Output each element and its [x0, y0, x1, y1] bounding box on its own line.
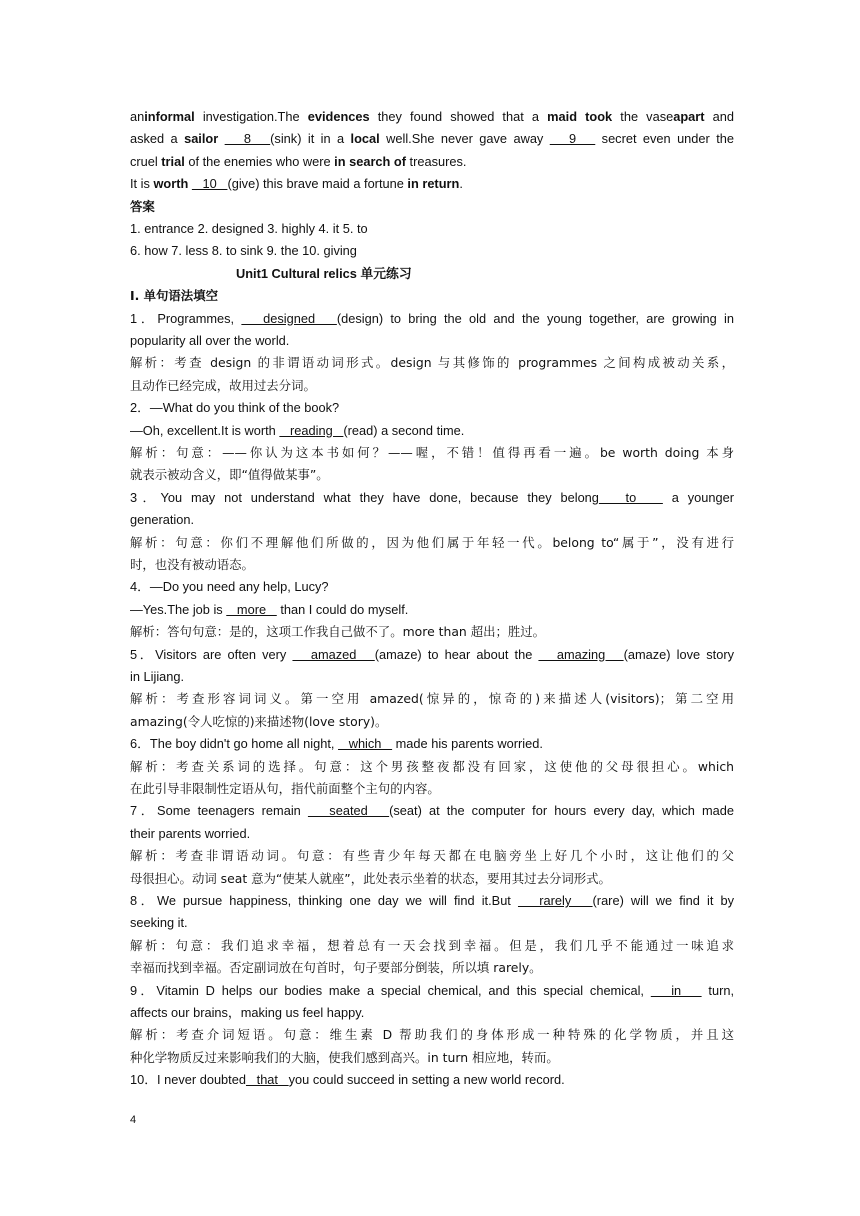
- text: 8．We pursue happiness, thinking one day we will find it.But: [130, 893, 518, 909]
- question-1: [130, 308, 734, 330]
- answer-blank: amazing: [538, 646, 624, 662]
- text: asked a: [130, 131, 185, 147]
- explanation-5-cont: amazing(令人吃惊的)来描述物(love story)。: [130, 713, 388, 729]
- bold-word: informal: [144, 109, 195, 124]
- passage-line-1: [130, 106, 734, 128]
- question-5: [130, 644, 734, 666]
- text: a younger: [662, 489, 734, 505]
- text: It is: [130, 176, 154, 192]
- explanation-7: 解析：考查非谓语动词。句意：有些青少年每天都在电脑旁坐上好几个小时，这让他们的父: [130, 848, 734, 864]
- bold-word: maid: [547, 109, 578, 124]
- text: cruel: [130, 153, 162, 169]
- text: well.She never gave away: [379, 131, 550, 147]
- explanation-6-cont: 在此引导非限制性定语从句，指代前面整个主句的内容。: [130, 781, 440, 797]
- explanation-9: 解析：考查介词短语。句意：维生素 D 帮助我们的身体形成一种特殊的化学物质，并且这: [130, 1027, 734, 1043]
- text: and: [704, 109, 734, 124]
- text: (seat) at the computer for hours every day, which made: [389, 803, 734, 819]
- explanation-6: 解析：考查关系词的选择。句意：这个男孩整夜都没有回家，这使他的父母很担心。which: [130, 758, 734, 774]
- explanation-7-cont: 母很担心。动词 seat 意为“使某人就座”，此处表示坐着的状态，要用其过去分词形式。: [130, 870, 611, 886]
- answer-blank: reading: [279, 422, 344, 438]
- unit-title: Unit1 Cultural relics 单元练习: [236, 265, 412, 281]
- text: made his parents worried.: [392, 736, 543, 752]
- answer-blank: which: [338, 736, 393, 752]
- bold-word: apart: [673, 109, 705, 124]
- bold-word: evidences: [307, 109, 370, 124]
- question-5-cont: in Lijiang.: [130, 669, 185, 685]
- answer-blank: 9: [549, 131, 596, 147]
- answer-blank: 10: [191, 176, 228, 192]
- text: they found showed that a: [369, 109, 548, 124]
- question-10: [130, 1069, 734, 1091]
- bold-word: local: [350, 131, 380, 147]
- text: 9．Vitamin D helps our bodies make a special chemical, and this special chemical,: [130, 982, 651, 998]
- question-6: [130, 733, 734, 755]
- question-9-cont: affects our brains，making us feel happy.: [130, 1005, 365, 1021]
- explanation-8: 解析：句意：我们追求幸福，想着总有一天会找到幸福。但是，我们几乎不能通过一味追求: [130, 937, 734, 953]
- text: .: [459, 176, 463, 192]
- explanation-3: 解析：句意：你们不理解他们所做的，因为他们属于年轻一代。belong to“属于”，没有进行: [130, 534, 734, 550]
- text: than I could do myself.: [276, 601, 409, 617]
- answer-blank: designed: [241, 310, 337, 326]
- answers-line-1: 1. entrance 2. designed 3. highly 4. it 5. to: [130, 221, 368, 236]
- document-page: [130, 106, 734, 1092]
- answer-blank: seated: [307, 803, 390, 819]
- question-1-cont: popularity all over the world.: [130, 333, 290, 349]
- text: (amaze) to hear about the: [374, 646, 539, 662]
- bold-word: in return: [407, 176, 460, 192]
- question-4-answer: [130, 599, 734, 621]
- text: (amaze) love story: [623, 646, 734, 662]
- explanation-3-cont: 时，也没有被动语态。: [130, 557, 254, 573]
- text: an: [130, 109, 145, 124]
- explanation-9-cont: 种化学物质反过来影响我们的大脑，使我们感到高兴。in turn 相应地，转而。: [130, 1049, 559, 1065]
- answer-blank: in: [650, 982, 702, 998]
- text: (rare) will we find it by: [592, 893, 734, 909]
- page-number: 4: [130, 1114, 137, 1126]
- text: (sink) it in a: [270, 131, 351, 147]
- text: secret even under the: [595, 131, 734, 147]
- explanation-8-cont: 幸福而找到幸福。否定副词放在句首时，句子要部分倒装，所以填 rarely。: [130, 960, 542, 976]
- text: 5．Visitors are often very: [130, 646, 293, 662]
- text: (design) to bring the old and the young together, are growing in: [336, 310, 734, 326]
- passage-line-4: [130, 173, 734, 195]
- question-8: [130, 890, 734, 912]
- bold-word: trial: [161, 153, 185, 169]
- text: —Oh, excellent.It is worth: [130, 422, 280, 438]
- answer-blank: to: [598, 489, 663, 505]
- question-8-cont: seeking it.: [130, 915, 188, 931]
- answers-heading: 答案: [130, 198, 155, 214]
- explanation-1: 解析：考查 design 的非谓语动词形式。design 与其修饰的 programmes 之间构成被动关系，: [130, 355, 734, 371]
- text: 6．The boy didn't go home all night,: [130, 736, 339, 752]
- bold-word: worth: [153, 176, 189, 192]
- text: 10．I never doubted: [130, 1072, 246, 1088]
- text: turn,: [701, 982, 734, 998]
- text: [577, 109, 585, 124]
- answer-blank: rarely: [517, 893, 593, 909]
- question-9: [130, 980, 734, 1002]
- text: investigation.The: [194, 109, 308, 124]
- question-4: 4．—Do you need any help, Lucy?: [130, 579, 329, 595]
- question-3: [130, 487, 734, 509]
- section-heading: Ⅰ. 单句语法填空: [130, 288, 218, 304]
- explanation-1-cont: 且动作已经完成，故用过去分词。: [130, 377, 316, 393]
- text: 1．Programmes,: [130, 310, 242, 326]
- bold-word: in search of: [334, 153, 406, 169]
- question-3-cont: generation.: [130, 512, 195, 528]
- passage-line-2: [130, 128, 734, 150]
- text: (read) a second time.: [343, 422, 465, 438]
- explanation-4: 解析：答句句意：是的，这项工作我自己做不了。more than 超出；胜过。: [130, 624, 546, 640]
- answer-blank: amazed: [292, 646, 375, 662]
- bold-word: sailor: [184, 131, 219, 147]
- explanation-2: 解析：句意：——你认为这本书如何？——喔，不错！值得再看一遍。be worth doing 本身: [130, 445, 734, 461]
- text: treasures.: [406, 153, 467, 169]
- question-2-answer: [130, 420, 734, 442]
- text: 3．You may not understand what they have done, because they belong: [130, 489, 599, 505]
- text: you could succeed in setting a new world record.: [288, 1072, 565, 1088]
- answer-blank: more: [226, 601, 277, 617]
- text: —Yes.The job is: [130, 601, 227, 617]
- bold-word: took: [585, 109, 613, 124]
- question-7-cont: their parents worried.: [130, 825, 251, 841]
- text: of the enemies who were: [184, 153, 335, 169]
- passage-line-3: [130, 151, 734, 173]
- answer-blank: 8: [224, 131, 271, 147]
- explanation-2-cont: 就表示被动含义，即“值得做某事”。: [130, 467, 329, 483]
- question-7: [130, 800, 734, 822]
- explanation-5: 解析：考查形容词词义。第一空用 amazed(惊异的，惊奇的)来描述人(visitors)；第二空用: [130, 691, 734, 707]
- answers-line-2: 6. how 7. less 8. to sink 9. the 10. giving: [130, 243, 357, 259]
- text: (give) this brave maid a fortune: [227, 176, 408, 192]
- question-2: 2．—What do you think of the book?: [130, 400, 340, 416]
- text: the vase: [612, 109, 674, 124]
- answer-blank: that: [245, 1072, 289, 1088]
- text: 7．Some teenagers remain: [130, 803, 308, 819]
